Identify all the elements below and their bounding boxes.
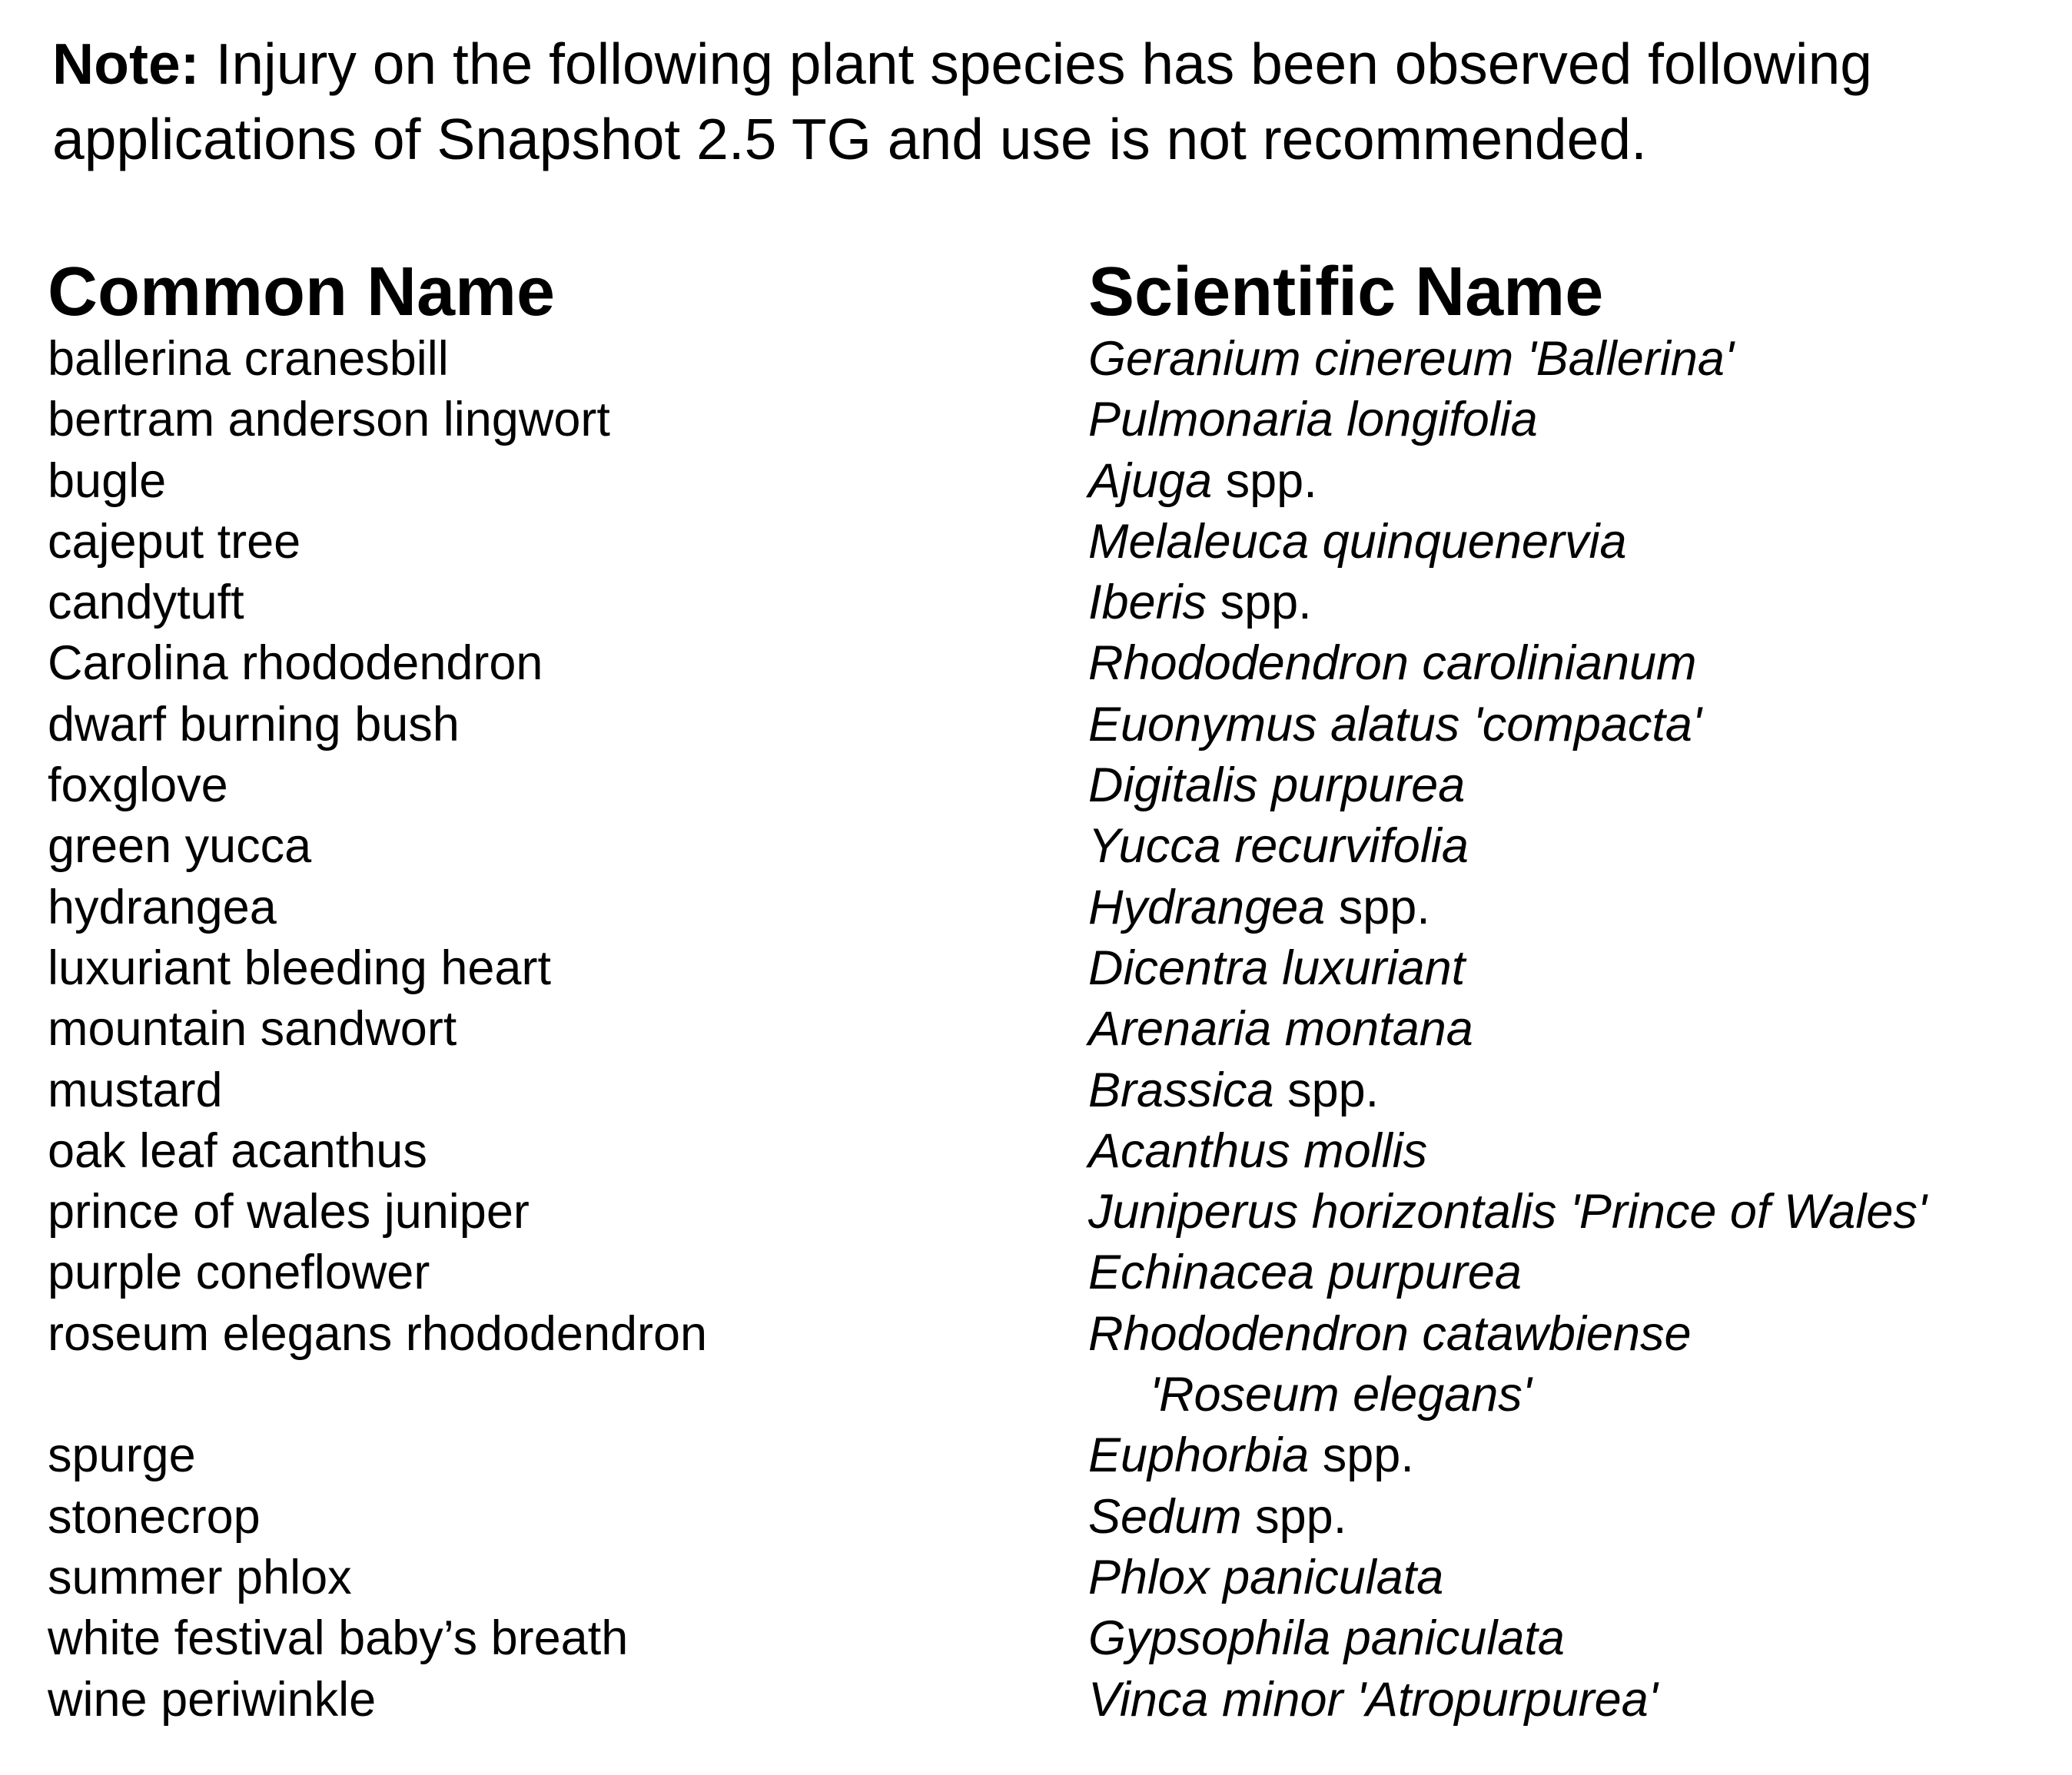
table-row — [0, 1242, 2072, 1303]
table-row — [0, 1487, 2072, 1548]
scientific-name-cell — [1088, 1487, 2072, 1548]
table-row — [0, 451, 2072, 512]
scientific-name-italic: Rhododendron carolinianum — [1088, 636, 1697, 691]
scientific-name-italic: Geranium cinereum 'Ballerina' — [1088, 332, 1734, 386]
scientific-name-italic: Melaleuca quinquenervia — [1088, 514, 1627, 569]
common-name-cell: ballerina cranesbill — [48, 332, 449, 386]
common-name-cell: oak leaf acanthus — [48, 1123, 427, 1178]
scientific-name-cell — [1088, 1060, 2072, 1121]
table-row — [0, 329, 2072, 390]
note-text: Injury on the following plant species has been observed following applications of Snapshot 2.5 TG and use is not recommended. — [52, 32, 1872, 171]
table-row — [0, 695, 2072, 755]
common-name-cell: mountain sandwort — [48, 1002, 457, 1057]
common-name-cell: foxglove — [48, 758, 228, 813]
scientific-name-italic: Arenaria montana — [1088, 1002, 1473, 1057]
table-row — [0, 390, 2072, 450]
scientific-name-italic: Phlox paniculata — [1088, 1550, 1444, 1604]
scientific-name-cell — [1088, 512, 2072, 572]
table-row — [0, 878, 2072, 938]
scientific-name-italic: Iberis — [1088, 576, 1207, 630]
scientific-name-italic: Digitalis purpurea — [1088, 758, 1466, 813]
scientific-name-italic: Gypsophila paniculata — [1088, 1611, 1565, 1666]
scientific-name-cell — [1088, 816, 2072, 877]
table-row — [0, 816, 2072, 877]
common-name-cell: mustard — [48, 1063, 223, 1117]
table-row — [0, 572, 2072, 633]
scientific-name-italic: Pulmonaria longifolia — [1088, 393, 1538, 447]
common-name-cell: bugle — [48, 453, 167, 508]
table-row — [0, 1182, 2072, 1242]
scientific-name-cell — [1088, 1670, 2072, 1730]
table-row — [0, 1608, 2072, 1669]
common-name-cell: stonecrop — [48, 1489, 261, 1544]
table-row — [0, 512, 2072, 572]
scientific-name-italic: Acanthus mollis — [1088, 1123, 1428, 1178]
scientific-name-cell — [1088, 451, 2072, 512]
scientific-name-cell — [1088, 1548, 2072, 1608]
species-table — [0, 329, 2072, 1730]
scientific-name-italic: Euonymus alatus 'compacta' — [1088, 697, 1702, 751]
common-name-cell: luxuriant bleeding heart — [48, 941, 551, 995]
scientific-name-suffix: spp. — [1309, 1428, 1414, 1483]
table-row — [0, 999, 2072, 1060]
scientific-name-cell — [1088, 938, 2072, 999]
scientific-name-cell — [1088, 695, 2072, 755]
table-row — [0, 755, 2072, 816]
scientific-name-cell — [1088, 1121, 2072, 1182]
scientific-name-italic: Dicentra luxuriant — [1088, 941, 1466, 995]
scientific-name-cell — [1088, 1182, 2072, 1242]
table-row — [0, 1121, 2072, 1182]
scientific-name-italic: Juniperus horizontalis 'Prince of Wales' — [1088, 1185, 1927, 1239]
scientific-name-italic: Yucca recurvifolia — [1088, 819, 1469, 874]
table-row — [0, 1548, 2072, 1608]
scientific-name-suffix: spp. — [1241, 1489, 1347, 1544]
common-name-cell: cajeput tree — [48, 514, 301, 569]
scientific-name-italic: Brassica — [1088, 1063, 1274, 1117]
common-name-cell: Carolina rhododendron — [48, 636, 543, 691]
scientific-name-cell — [1088, 878, 2072, 938]
common-name-cell: candytuft — [48, 576, 244, 630]
scientific-name-italic: Hydrangea — [1088, 880, 1326, 934]
table-row — [0, 938, 2072, 999]
table-row — [0, 1304, 2072, 1426]
scientific-name-cell — [1088, 633, 2072, 694]
scientific-name-italic: Rhododendron catawbiense — [1088, 1306, 1692, 1361]
scientific-name-cell — [1088, 329, 2072, 390]
common-name-cell: purple coneflower — [48, 1246, 430, 1300]
common-name-cell: spurge — [48, 1428, 196, 1483]
table-row — [0, 1060, 2072, 1121]
scientific-name-italic: Euphorbia — [1088, 1428, 1310, 1483]
table-row — [0, 633, 2072, 694]
scientific-name-cell — [1088, 1608, 2072, 1669]
scientific-name-cell — [1088, 755, 2072, 816]
common-name-cell: roseum elegans rhododendron — [48, 1306, 708, 1361]
scientific-name-italic: Echinacea purpurea — [1088, 1246, 1522, 1300]
common-name-cell: hydrangea — [48, 880, 277, 934]
scientific-name-suffix: spp. — [1207, 576, 1312, 630]
scientific-name-cell — [1088, 1425, 2072, 1486]
table-row — [0, 1670, 2072, 1730]
scientific-name-suffix: spp. — [1212, 453, 1317, 508]
scientific-name-cell — [1088, 1242, 2072, 1303]
scientific-name-suffix: spp. — [1325, 880, 1430, 934]
note-label: Note: — [52, 32, 200, 96]
scientific-name-italic: Vinca minor 'Atropurpurea' — [1088, 1672, 1658, 1727]
scientific-name-cell — [1088, 999, 2072, 1060]
scientific-name-cell — [1088, 572, 2072, 633]
scientific-name-cell — [1088, 390, 2072, 450]
note-paragraph — [52, 26, 2050, 177]
scientific-name-cell — [1088, 1304, 2072, 1426]
common-name-cell: summer phlox — [48, 1550, 352, 1604]
scientific-name-italic: Sedum — [1088, 1489, 1242, 1544]
scientific-name-suffix: spp. — [1273, 1063, 1380, 1117]
common-name-cell: green yucca — [48, 819, 312, 874]
common-name-cell: white festival baby’s breath — [48, 1611, 629, 1666]
common-name-cell: prince of wales juniper — [48, 1185, 530, 1239]
scientific-name-header: Scientific Name — [1088, 254, 1604, 330]
scientific-name-continuation: 'Roseum elegans' — [1150, 1368, 1532, 1422]
common-name-cell: wine periwinkle — [48, 1672, 377, 1727]
scientific-name-italic: Ajuga — [1088, 453, 1213, 508]
table-row — [0, 1425, 2072, 1486]
common-name-cell: bertram anderson lingwort — [48, 393, 610, 447]
common-name-header: Common Name — [48, 254, 556, 330]
common-name-cell: dwarf burning bush — [48, 697, 460, 751]
